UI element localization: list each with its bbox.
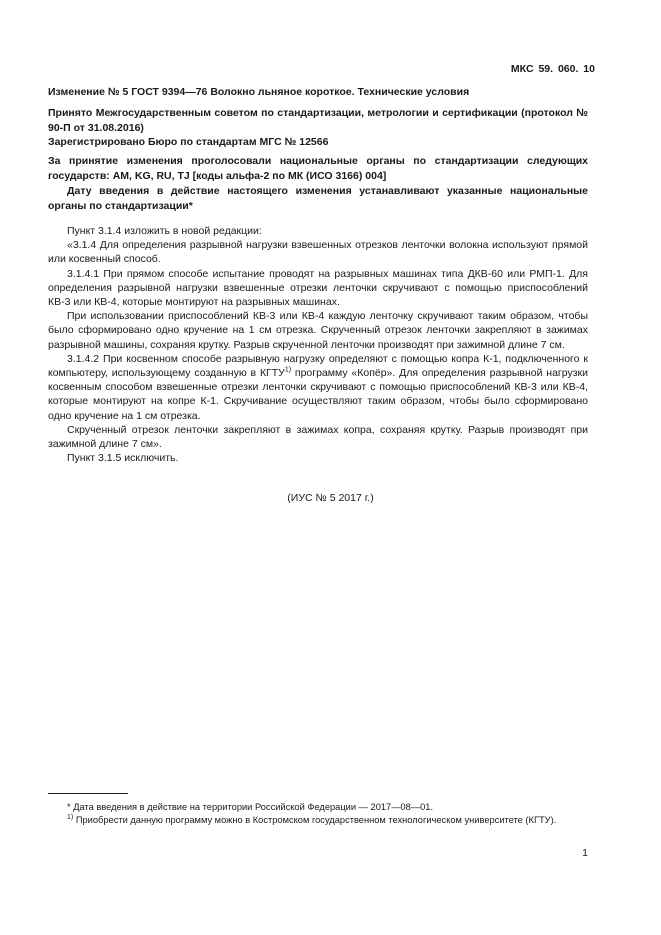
adoption-info: Принято Межгосударственным советом по стандартизации, метрологии и сертификации (протокол № 90-П от 31.08.2016) — [48, 107, 588, 134]
paragraph-exclude-3-1-5: Пункт 3.1.5 исключить. — [67, 452, 179, 465]
paragraph-3-1-4-2 — [48, 352, 588, 423]
footnote-separator — [48, 793, 128, 794]
footnote-mark: 1) — [67, 813, 74, 821]
p5-text-end: программу «Копёр». Для определения разрывной нагрузки косвенным способом взвешенные отрезки ленточки скручивают с помощью приспособлений КВ-3 или КВ-4, которые монтируют на копре К-1. Скручивание осуществляют таким образом, чтобы было сформировано одно кручение на 1 см отрезка. — [48, 367, 588, 422]
paragraph-twisted-segment: Скрученный отрезок ленточки закрепляют в зажимах копра, сохраняя крутку. Разрыв производят при зажимной длине 7 см». — [48, 423, 588, 451]
classification-code: МКС 59. 060. 10 — [510, 63, 595, 75]
effective-date-note: Дату введения в действие настоящего изменения устанавливают указанные национальные органы по стандартизации* — [48, 185, 588, 212]
footnote-program — [48, 814, 588, 827]
footnote-ref-1: 1) — [284, 366, 292, 374]
amendment-title: Изменение № 5 ГОСТ 9394—76 Волокно льняное короткое. Технические условия — [48, 86, 470, 98]
paragraph-instruction: Пункт 3.1.4 изложить в новой редакции: — [67, 225, 262, 237]
page-number: 1 — [582, 847, 588, 859]
paragraph-3-1-4-1: 3.1.4.1 При прямом способе испытание проводят на разрывных машинах типа ДКВ-60 или РМП-1. Для определения разрывной нагрузки взвешенные отрезки ленточки скручивают с помощью приспособлений КВ-3 или КВ-4, которые монтируют на разрывных машинах. — [48, 267, 588, 309]
amendment-body — [48, 224, 588, 465]
paragraph-kv-devices: При использовании приспособлений КВ-3 или КВ-4 каждую ленточку скручивают таким образом, чтобы было сформировано одно кручение на 1 см отрезка. Скрученный отрезок ленточки закрепляют в зажимах разрывной машины, сохраняя крутку. Разрыв скрученной ленточки производят при зажимной длине 7 см. — [48, 310, 588, 351]
source-reference: (ИУС № 5 2017 г.) — [287, 492, 374, 504]
p5-text-start: 3.1.4.2 При косвенном способе разрывную нагрузку определяют с помощью копра К-1, подключенного к компьютеру, использующему созданную в КГТУ — [48, 352, 588, 380]
registration-info: Зарегистрировано Бюро по стандартам МГС № 12566 — [48, 136, 329, 148]
paragraph-3-1-4: «3.1.4 Для определения разрывной нагрузки взвешенных отрезков ленточки волокна используют прямой или косвенный способ. — [48, 239, 588, 266]
voting-info: За принятие изменения проголосовали национальные органы по стандартизации следующих государств: AM, KG, RU, TJ [коды альфа-2 по МК (ИСО 3166) 004] — [48, 155, 588, 182]
footnote-program-text: Приобрести данную программу можно в Костромском государственном технологическом университете (КГТУ). — [73, 815, 557, 825]
footnote-effective-date: * Дата введения в действие на территории Российской Федерации — 2017—08—01. — [67, 802, 434, 812]
